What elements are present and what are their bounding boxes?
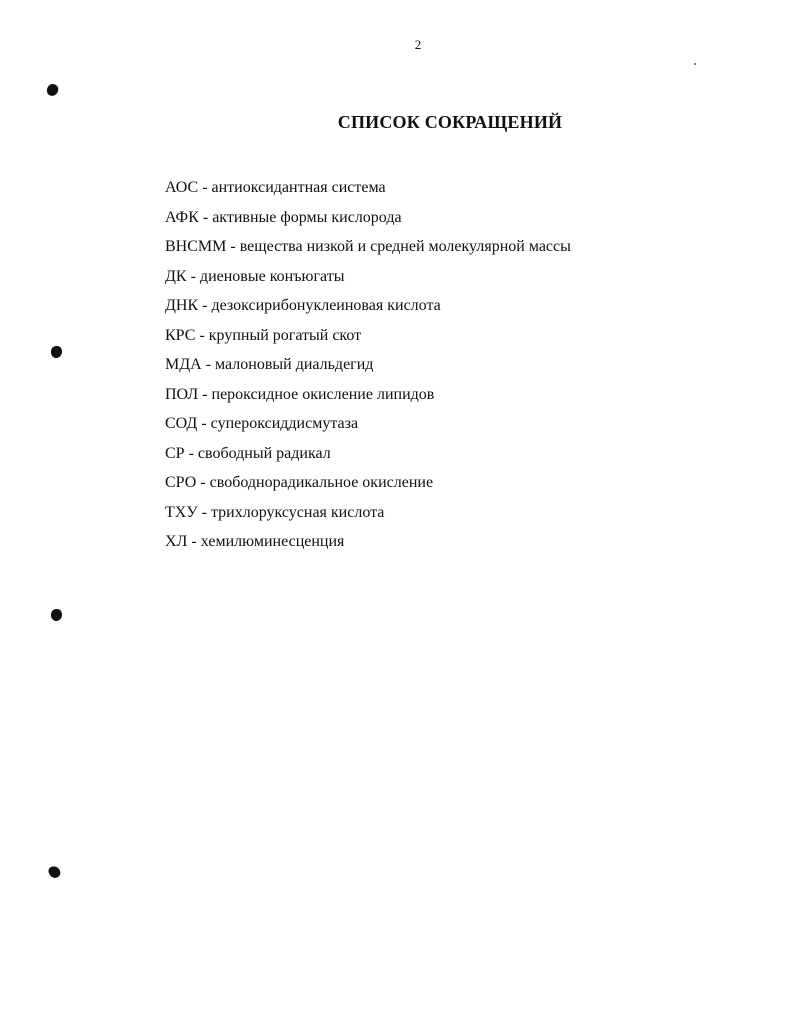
list-item xyxy=(165,294,571,324)
list-item xyxy=(165,442,571,472)
abbreviation: ДНК xyxy=(165,297,199,314)
punch-hole-mark xyxy=(51,609,62,621)
definition: крупный рогатый скот xyxy=(208,326,362,344)
list-item xyxy=(165,412,571,442)
page-number: 2 xyxy=(414,37,422,52)
separator: - xyxy=(184,444,198,462)
abbreviation: СОД xyxy=(165,415,198,432)
abbreviation: ПОЛ xyxy=(165,385,199,403)
abbreviation: СРО xyxy=(165,474,197,491)
list-item xyxy=(165,324,571,354)
definition: свободный радикал xyxy=(197,444,331,462)
definition: диеновые конъюгаты xyxy=(199,267,345,285)
separator: - xyxy=(197,503,211,521)
list-item xyxy=(165,471,571,501)
list-item xyxy=(165,530,571,560)
definition: антиоксидантная система xyxy=(211,179,386,196)
definition: хемилюминесценция xyxy=(200,533,345,550)
abbreviation: ДК xyxy=(165,267,187,285)
list-item xyxy=(165,501,571,531)
abbreviation: АФК xyxy=(165,208,199,226)
separator: - xyxy=(226,238,240,255)
abbreviation: СР xyxy=(165,444,185,462)
list-item xyxy=(165,176,571,206)
separator: - xyxy=(196,474,210,491)
definition: трихлоруксусная кислота xyxy=(210,503,385,521)
definition: вещества низкой и средней молекулярной массы xyxy=(239,238,571,255)
abbreviation: ТХУ xyxy=(165,503,198,521)
definition: свободнорадикальное окисление xyxy=(209,474,434,491)
abbreviation: ВНСММ xyxy=(165,238,227,255)
abbreviation: ХЛ xyxy=(165,533,188,550)
separator: - xyxy=(195,326,209,344)
punch-hole-mark xyxy=(45,82,59,97)
punch-hole-mark xyxy=(51,346,62,358)
definition: дезоксирибонуклеиновая кислота xyxy=(211,297,441,314)
page-title: СПИСОК СОКРАЩЕНИЙ xyxy=(337,112,563,132)
abbreviation: КРС xyxy=(165,326,196,344)
definition: пероксидное окисление липидов xyxy=(211,385,435,403)
definition: малоновый диальдегид xyxy=(215,356,374,373)
list-item xyxy=(165,235,571,265)
separator: - xyxy=(197,415,211,432)
list-item xyxy=(165,265,571,295)
list-item xyxy=(165,353,571,383)
separator: - xyxy=(198,208,213,226)
separator: - xyxy=(198,385,212,403)
separator: - xyxy=(187,533,201,550)
punch-hole-mark xyxy=(47,864,62,880)
scan-speck xyxy=(694,63,696,65)
separator: - xyxy=(201,356,216,373)
definition: супероксиддисмутаза xyxy=(210,415,359,432)
abbreviation: АОС xyxy=(165,179,199,196)
separator: - xyxy=(198,297,212,314)
list-item xyxy=(165,206,571,236)
abbreviation: МДА xyxy=(165,356,202,373)
separator: - xyxy=(198,179,212,196)
list-item xyxy=(165,383,571,413)
abbreviation-list xyxy=(165,176,571,560)
separator: - xyxy=(186,267,200,285)
definition: активные формы кислорода xyxy=(212,208,402,226)
